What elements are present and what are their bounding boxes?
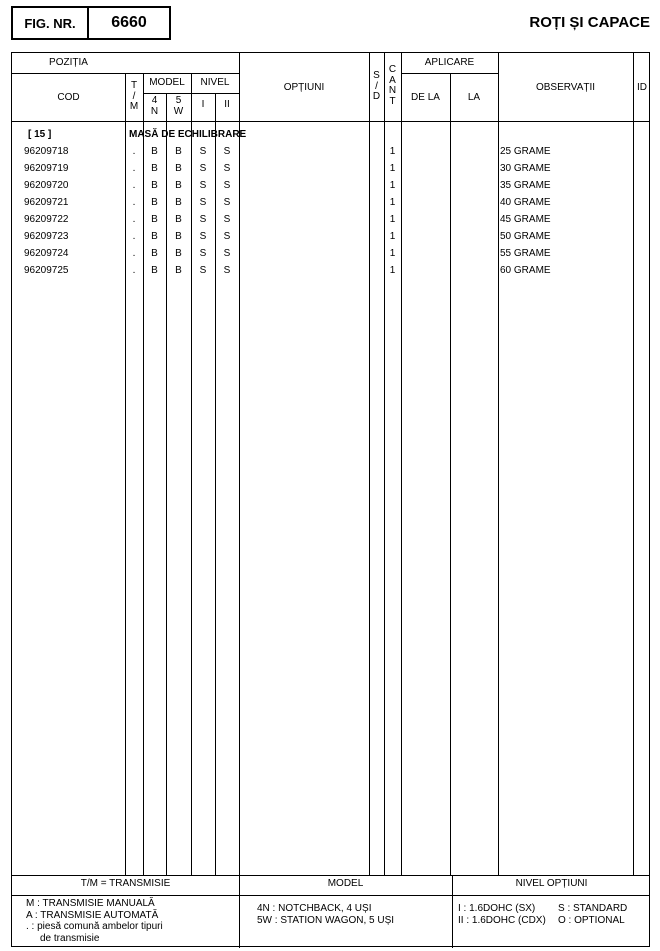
cell-m5w: B — [175, 146, 182, 157]
table-row — [12, 229, 649, 246]
cell-obs: 30 GRAME — [500, 163, 551, 174]
cell-cod: 96209723 — [24, 231, 69, 242]
table-row — [12, 246, 649, 263]
legend-model-items — [257, 903, 394, 926]
figure-number-box — [11, 6, 171, 40]
cell-cant: 1 — [389, 214, 396, 225]
cell-cant: 1 — [389, 248, 396, 259]
cell-m5w: B — [175, 248, 182, 259]
legend-model-5w: 5W : STATION WAGON, 5 UȘI — [257, 914, 395, 926]
cell-m4n: B — [151, 180, 158, 191]
header-optiuni: OPȚIUNI — [283, 82, 325, 93]
cell-obs: 40 GRAME — [500, 197, 551, 208]
cell-m4n: B — [151, 146, 158, 157]
legend-nivel-i: I : 1.6DOHC (SX) — [458, 903, 536, 914]
header-id: ID — [637, 82, 647, 93]
group-row — [12, 127, 649, 144]
legend-tm-a: A : TRANSMISIE AUTOMATĂ — [26, 909, 159, 921]
cell-n1: S — [199, 265, 207, 276]
cell-m5w: B — [175, 180, 182, 191]
cell-n2: S — [223, 214, 231, 225]
cell-m5w: B — [175, 163, 182, 174]
cell-cod: 96209725 — [24, 265, 69, 276]
header-sd: S / D — [372, 70, 381, 102]
cell-n2: S — [223, 231, 231, 242]
cell-m5w: B — [175, 197, 182, 208]
cell-n2: S — [223, 265, 231, 276]
table-row — [12, 144, 649, 161]
header-model: MODEL — [149, 77, 185, 88]
cell-n2: S — [223, 146, 231, 157]
header-de-la: DE LA — [411, 92, 440, 103]
cell-tm: . — [132, 146, 136, 157]
cell-cod: 96209724 — [24, 248, 69, 259]
legend-std-o: O : OPTIONAL — [558, 914, 625, 926]
cell-m4n: B — [151, 163, 158, 174]
legend-tm-title: T/M = TRANSMISIE — [80, 878, 171, 889]
cell-n1: S — [199, 231, 207, 242]
cell-cant: 1 — [389, 180, 396, 191]
figure-number: 6660 — [111, 14, 147, 31]
header-nivel-ii: II — [224, 99, 230, 110]
table-row — [12, 212, 649, 229]
header-aplicare: APLICARE — [424, 57, 475, 68]
cell-n1: S — [199, 180, 207, 191]
cell-obs: 55 GRAME — [500, 248, 551, 259]
cell-m5w: B — [175, 214, 182, 225]
cell-tm: . — [132, 248, 136, 259]
cell-n2: S — [223, 197, 231, 208]
header-bottom-line — [12, 121, 649, 122]
legend-title-line — [12, 895, 649, 896]
cell-tm: . — [132, 265, 136, 276]
header-la: LA — [467, 92, 481, 103]
cell-n1: S — [199, 146, 207, 157]
cell-n2: S — [223, 180, 231, 191]
legend-nivel-title: NIVEL OPȚIUNI — [515, 878, 588, 889]
header-model-4n: 4 N — [150, 95, 159, 117]
cell-obs: 50 GRAME — [500, 231, 551, 242]
legend-tm-items — [26, 898, 163, 944]
cell-cod: 96209718 — [24, 146, 69, 157]
cell-cod: 96209721 — [24, 197, 69, 208]
cell-n2: S — [223, 248, 231, 259]
table-row — [12, 195, 649, 212]
cell-cod: 96209720 — [24, 180, 69, 191]
figure-label: FIG. NR. — [13, 8, 89, 38]
legend-nivel-items — [458, 903, 546, 926]
legend-std-items — [558, 903, 627, 926]
legend-tm-dot: . : piesă comună ambelor tipuri — [26, 921, 163, 932]
legend-tm-dot-cont: de transmisie — [40, 932, 100, 944]
legend-tm-m: M : TRANSMISIE MANUALĂ — [26, 898, 155, 909]
header-pozitia: POZIȚIA — [49, 57, 88, 68]
cell-tm: . — [132, 231, 136, 242]
cell-m4n: B — [151, 197, 158, 208]
cell-tm: . — [132, 197, 136, 208]
cell-cod: 96209722 — [24, 214, 69, 225]
header-cod: COD — [57, 92, 80, 103]
cell-cant: 1 — [389, 163, 396, 174]
cell-tm: . — [132, 163, 136, 174]
cell-cant: 1 — [389, 265, 396, 276]
cell-obs: 45 GRAME — [500, 214, 551, 225]
legend-model-title: MODEL — [327, 878, 364, 889]
legend-std-s: S : STANDARD — [558, 903, 628, 914]
cell-m4n: B — [151, 231, 158, 242]
cell-m5w: B — [175, 265, 182, 276]
cell-m4n: B — [151, 248, 158, 259]
header-nivel: NIVEL — [200, 77, 230, 88]
cell-m4n: B — [151, 265, 158, 276]
cell-obs: 60 GRAME — [500, 265, 551, 276]
group-name: MASĂ DE ECHILIBRARE — [129, 129, 247, 140]
cell-obs: 25 GRAME — [500, 146, 551, 157]
table-row — [12, 178, 649, 195]
legend-model-4n: 4N : NOTCHBACK, 4 UȘI — [257, 903, 372, 914]
cell-m5w: B — [175, 231, 182, 242]
cell-cod: 96209719 — [24, 163, 69, 174]
parts-table — [11, 52, 650, 947]
cell-cant: 1 — [389, 197, 396, 208]
header-nivel-i: I — [201, 99, 205, 110]
cell-cant: 1 — [389, 146, 396, 157]
group-position: [ 15 ] — [28, 129, 52, 140]
header-model-5w: 5 W — [173, 95, 184, 117]
cell-tm: . — [132, 180, 136, 191]
cell-m4n: B — [151, 214, 158, 225]
header-cant: C A N T — [388, 64, 397, 107]
cell-tm: . — [132, 214, 136, 225]
page-title: ROȚI ȘI CAPACE — [529, 14, 650, 31]
cell-n1: S — [199, 163, 207, 174]
cell-cant: 1 — [389, 231, 396, 242]
table-row — [12, 263, 649, 280]
cell-n1: S — [199, 248, 207, 259]
cell-n1: S — [199, 214, 207, 225]
header-tm: T / M — [129, 80, 139, 112]
table-row — [12, 161, 649, 178]
header-observatii: OBSERVAȚII — [535, 82, 596, 93]
cell-obs: 35 GRAME — [500, 180, 551, 191]
legend-nivel-ii: II : 1.6DOHC (CDX) — [458, 914, 546, 926]
cell-n1: S — [199, 197, 207, 208]
cell-n2: S — [223, 163, 231, 174]
legend-top-line — [12, 875, 649, 876]
